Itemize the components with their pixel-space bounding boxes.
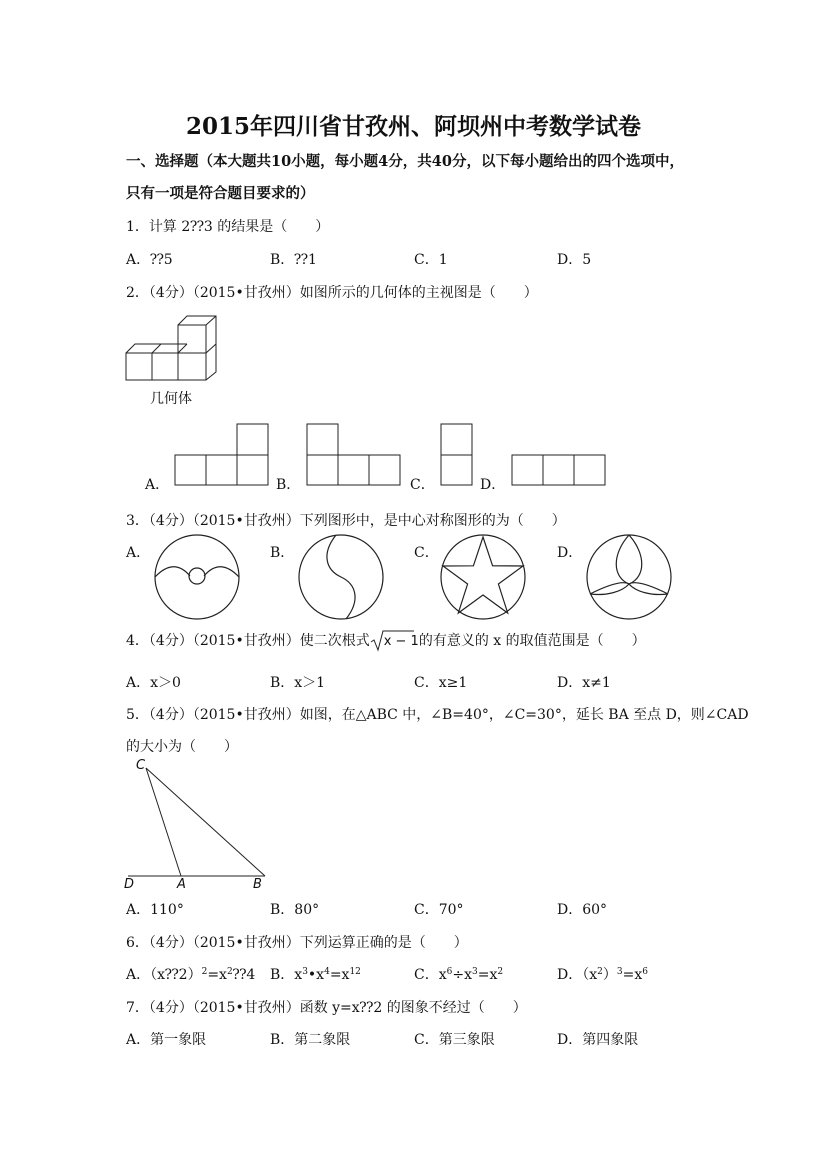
q5-label-b: B — [253, 877, 262, 892]
question-2-stem: 2．（4分）（2015•甘孜州）如图所示的几何体的主视图是（ ） — [126, 285, 538, 301]
q2-option-a: A． — [145, 477, 170, 493]
q6-option-a: A．$(x⁇2)^2=x^2⁇4$ — [126, 967, 256, 983]
q1-option-b: B．⁇1 — [270, 252, 317, 268]
q5-option-c: C．70° — [414, 902, 464, 918]
q2-option-d: D． — [480, 477, 506, 493]
question-6-stem: 6．（4分）（2015•甘孜州）下列运算正确的是（ ） — [126, 935, 468, 951]
section-header-line2: 只有一项是符合题目要求的） — [126, 185, 315, 202]
q4-radicand: x − 1 — [383, 634, 419, 649]
q2-option-d-figure — [510, 453, 608, 487]
q2-figure-caption: 几何体 — [150, 391, 192, 407]
q1-option-a: A．⁇5 — [126, 252, 173, 268]
q7-option-a: A．第一象限 — [126, 1032, 207, 1048]
question-5-stem-line2: 的大小为（ ） — [126, 739, 238, 755]
q4-option-a: A．x＞0 — [126, 675, 181, 691]
q5-label-c: C — [136, 758, 146, 773]
question-7-stem: 7．（4分）（2015•甘孜州）函数 y=x⁇2 的图象不经过（ ） — [126, 1000, 527, 1016]
q5-option-b: B．80° — [270, 902, 320, 918]
q7-option-c: C．第三象限 — [414, 1032, 495, 1048]
q2-option-b: B． — [276, 477, 301, 493]
q6-option-c: C．$x^6\div x^3=x^2$ — [414, 967, 504, 983]
q4-option-d: D．x≠1 — [557, 675, 611, 691]
q5-option-d: D．60° — [557, 902, 608, 918]
page-title: 2015年四川省甘孜州、阿坝州中考数学试卷 — [185, 113, 641, 140]
q3-option-a-figure — [152, 532, 242, 622]
q2-solid-figure — [122, 312, 226, 384]
q5-label-a: A — [177, 877, 186, 892]
q3-option-b-figure — [296, 532, 386, 622]
q4-stem-before: 4．（4分）（2015•甘孜州）使二次根式 — [126, 633, 370, 649]
q7-option-d: D．第四象限 — [557, 1032, 639, 1048]
q3-option-d: D． — [557, 545, 583, 561]
q2-option-c-figure — [439, 422, 475, 486]
q6-option-d: D．$(x^2)^3=x^6$ — [557, 967, 648, 983]
q1-option-d: D．5 — [557, 252, 592, 268]
question-5-stem-line1: 5．（4分）（2015•甘孜州）如图，在△ABC 中，∠B=40°，∠C=30°，延长 BA 至点 D，则∠CAD — [126, 707, 749, 723]
q3-option-b: B． — [270, 545, 295, 561]
question-3-stem: 3．（4分）（2015•甘孜州）下列图形中，是中心对称图形的为（ ） — [126, 513, 566, 529]
q4-stem-after: 的有意义的 x 的取值范围是（ ） — [418, 633, 646, 649]
section-header-line1: 一、选择题（本大题共10小题，每小题4分，共40分，以下每小题给出的四个选项中， — [126, 153, 684, 170]
q3-option-a: A． — [126, 545, 151, 561]
q2-option-c: C． — [410, 477, 435, 493]
q2-option-b-figure — [306, 422, 402, 486]
q4-option-b: B．x＞1 — [270, 675, 326, 691]
q2-option-a-figure — [174, 422, 270, 486]
q7-option-b: B．第二象限 — [270, 1032, 351, 1048]
q3-option-d-figure — [584, 532, 674, 622]
question-4-stem — [126, 630, 676, 652]
q5-option-a: A．110° — [126, 902, 184, 918]
q4-option-c: C．x≥1 — [414, 675, 468, 691]
q1-option-c: C．1 — [414, 252, 448, 268]
question-1-stem: 1．计算 2⁇3 的结果是（ ） — [126, 219, 330, 235]
q5-label-d: D — [124, 877, 135, 892]
q3-option-c-figure — [438, 532, 528, 622]
q6-option-b: B．$x^3•x^4=x^{12}$ — [270, 967, 361, 983]
q3-option-c: C． — [414, 545, 439, 561]
q5-triangle-figure — [120, 756, 280, 896]
